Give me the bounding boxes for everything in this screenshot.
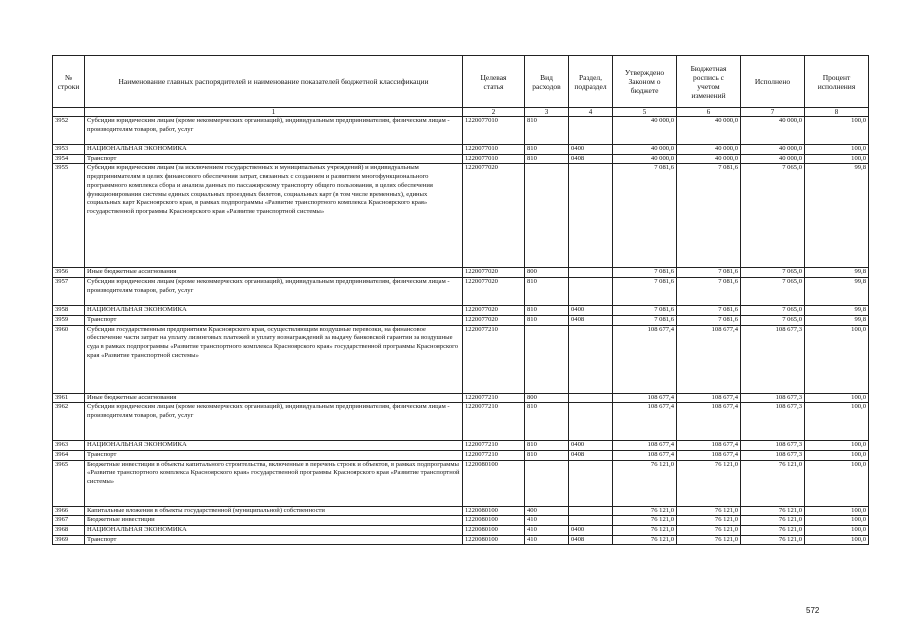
name-cell: Иные бюджетные ассигнования bbox=[85, 268, 463, 278]
name-cell: Субсидии юридическим лицам (кроме некоммерческих организаций), индивидуальным предпринимателям, физическим лицам - производителям товаров, работ, услуг bbox=[85, 403, 463, 441]
row-number-cell: 3955 bbox=[53, 164, 85, 268]
target-article-cell: 1220080100 bbox=[463, 516, 525, 526]
section-cell: 0408 bbox=[569, 535, 613, 545]
expense-type-cell: 810 bbox=[525, 154, 569, 164]
executed-cell: 76 121,0 bbox=[741, 526, 805, 536]
executed-cell: 7 065,0 bbox=[741, 278, 805, 306]
approved-cell: 76 121,0 bbox=[613, 535, 677, 545]
row-number-cell: 3960 bbox=[53, 325, 85, 393]
row-number-cell: 3953 bbox=[53, 145, 85, 155]
section-cell: 0400 bbox=[569, 145, 613, 155]
approved-cell: 7 081,6 bbox=[613, 278, 677, 306]
executed-cell: 7 065,0 bbox=[741, 306, 805, 316]
approved-cell: 7 081,6 bbox=[613, 164, 677, 268]
row-number-cell: 3967 bbox=[53, 516, 85, 526]
table-row bbox=[53, 506, 869, 516]
section-cell bbox=[569, 516, 613, 526]
budget-table bbox=[52, 55, 869, 545]
name-cell: Транспорт bbox=[85, 535, 463, 545]
approved-cell: 108 677,4 bbox=[613, 325, 677, 393]
name-cell: Транспорт bbox=[85, 154, 463, 164]
name-cell: НАЦИОНАЛЬНАЯ ЭКОНОМИКА bbox=[85, 145, 463, 155]
table-row bbox=[53, 441, 869, 451]
schedule-cell: 108 677,4 bbox=[677, 393, 741, 403]
approved-cell: 7 081,6 bbox=[613, 306, 677, 316]
approved-cell: 108 677,4 bbox=[613, 393, 677, 403]
table-row bbox=[53, 325, 869, 393]
target-article-cell: 1220077010 bbox=[463, 117, 525, 145]
percent-cell: 100,0 bbox=[805, 535, 869, 545]
column-number bbox=[53, 108, 85, 117]
target-article-cell: 1220080100 bbox=[463, 526, 525, 536]
section-cell bbox=[569, 278, 613, 306]
percent-cell: 100,0 bbox=[805, 393, 869, 403]
percent-cell: 100,0 bbox=[805, 516, 869, 526]
expense-type-cell: 810 bbox=[525, 306, 569, 316]
row-number-cell: 3964 bbox=[53, 450, 85, 460]
approved-cell: 40 000,0 bbox=[613, 154, 677, 164]
executed-cell: 108 677,3 bbox=[741, 325, 805, 393]
executed-cell: 108 677,3 bbox=[741, 441, 805, 451]
expense-type-cell: 410 bbox=[525, 535, 569, 545]
executed-cell: 76 121,0 bbox=[741, 460, 805, 506]
approved-cell: 76 121,0 bbox=[613, 506, 677, 516]
approved-cell: 108 677,4 bbox=[613, 450, 677, 460]
executed-cell: 7 065,0 bbox=[741, 315, 805, 325]
executed-cell: 7 065,0 bbox=[741, 268, 805, 278]
table-row bbox=[53, 164, 869, 268]
schedule-cell: 7 081,6 bbox=[677, 315, 741, 325]
section-cell: 0408 bbox=[569, 154, 613, 164]
approved-cell: 40 000,0 bbox=[613, 117, 677, 145]
table-row bbox=[53, 535, 869, 545]
section-cell bbox=[569, 393, 613, 403]
expense-type-cell: 410 bbox=[525, 516, 569, 526]
executed-cell: 7 065,0 bbox=[741, 164, 805, 268]
target-article-cell: 1220077010 bbox=[463, 145, 525, 155]
row-number-cell: 3958 bbox=[53, 306, 85, 316]
row-number-cell: 3965 bbox=[53, 460, 85, 506]
header-executed: Исполнено bbox=[741, 56, 805, 108]
name-cell: Капитальные вложения в объекты государственной (муниципальной) собственности bbox=[85, 506, 463, 516]
table-row bbox=[53, 526, 869, 536]
percent-cell: 100,0 bbox=[805, 506, 869, 516]
target-article-cell: 1220077010 bbox=[463, 154, 525, 164]
percent-cell: 100,0 bbox=[805, 403, 869, 441]
percent-cell: 100,0 bbox=[805, 325, 869, 393]
column-number-row bbox=[53, 108, 869, 117]
target-article-cell: 1220077210 bbox=[463, 393, 525, 403]
approved-cell: 108 677,4 bbox=[613, 441, 677, 451]
column-number: 4 bbox=[569, 108, 613, 117]
section-cell: 0408 bbox=[569, 450, 613, 460]
table-row bbox=[53, 403, 869, 441]
approved-cell: 40 000,0 bbox=[613, 145, 677, 155]
expense-type-cell: 400 bbox=[525, 506, 569, 516]
name-cell: Транспорт bbox=[85, 450, 463, 460]
header-percent: Процент исполнения bbox=[805, 56, 869, 108]
executed-cell: 40 000,0 bbox=[741, 145, 805, 155]
percent-cell: 100,0 bbox=[805, 526, 869, 536]
schedule-cell: 76 121,0 bbox=[677, 526, 741, 536]
column-number: 7 bbox=[741, 108, 805, 117]
target-article-cell: 1220077210 bbox=[463, 325, 525, 393]
expense-type-cell: 810 bbox=[525, 278, 569, 306]
target-article-cell: 1220077020 bbox=[463, 278, 525, 306]
row-number-cell: 3962 bbox=[53, 403, 85, 441]
table-row bbox=[53, 315, 869, 325]
name-cell: Субсидии юридическим лицам (кроме некоммерческих организаций), индивидуальным предпринимателям, физическим лицам - производителям товаров, работ, услуг bbox=[85, 117, 463, 145]
section-cell bbox=[569, 506, 613, 516]
schedule-cell: 108 677,4 bbox=[677, 441, 741, 451]
name-cell: Бюджетные инвестиции bbox=[85, 516, 463, 526]
section-cell bbox=[569, 268, 613, 278]
header-section: Раздел, подраздел bbox=[569, 56, 613, 108]
schedule-cell: 7 081,6 bbox=[677, 306, 741, 316]
executed-cell: 40 000,0 bbox=[741, 154, 805, 164]
approved-cell: 7 081,6 bbox=[613, 268, 677, 278]
table-row bbox=[53, 278, 869, 306]
schedule-cell: 108 677,4 bbox=[677, 403, 741, 441]
row-number-cell: 3954 bbox=[53, 154, 85, 164]
row-number-cell: 3961 bbox=[53, 393, 85, 403]
column-number: 1 bbox=[85, 108, 463, 117]
row-number-cell: 3952 bbox=[53, 117, 85, 145]
executed-cell: 40 000,0 bbox=[741, 117, 805, 145]
row-number-cell: 3957 bbox=[53, 278, 85, 306]
column-number: 8 bbox=[805, 108, 869, 117]
expense-type-cell bbox=[525, 325, 569, 393]
expense-type-cell bbox=[525, 164, 569, 268]
row-number-cell: 3963 bbox=[53, 441, 85, 451]
target-article-cell: 1220080100 bbox=[463, 535, 525, 545]
expense-type-cell: 810 bbox=[525, 315, 569, 325]
table-row bbox=[53, 306, 869, 316]
executed-cell: 108 677,3 bbox=[741, 450, 805, 460]
section-cell bbox=[569, 325, 613, 393]
name-cell: Транспорт bbox=[85, 315, 463, 325]
section-cell bbox=[569, 117, 613, 145]
percent-cell: 100,0 bbox=[805, 154, 869, 164]
expense-type-cell bbox=[525, 460, 569, 506]
executed-cell: 108 677,3 bbox=[741, 393, 805, 403]
name-cell: НАЦИОНАЛЬНАЯ ЭКОНОМИКА bbox=[85, 306, 463, 316]
section-cell: 0400 bbox=[569, 526, 613, 536]
approved-cell: 108 677,4 bbox=[613, 403, 677, 441]
name-cell: Субсидии юридическим лицам (за исключением государственных и муниципальных учреждений) и индивидуальным предпринимателям в целях финансового обеспечения затрат, связанных с созданием и развитием многофункционального программного комплекса сбора и анализа данных по пассажирскому транспорту общего пользования, в целях обеспечения функционирования системы единых социальных проездных билетов, социальных карт (в том числе временных), единых социальных карт Красноярского края, в рамках подпрограммы «Развитие транспортного комплекса Красноярского края» государственной программы Красноярского края «Развитие транспортной системы» bbox=[85, 164, 463, 268]
percent-cell: 100,0 bbox=[805, 117, 869, 145]
target-article-cell: 1220077020 bbox=[463, 268, 525, 278]
percent-cell: 99,8 bbox=[805, 278, 869, 306]
section-cell: 0400 bbox=[569, 306, 613, 316]
page-number: 572 bbox=[806, 606, 820, 615]
row-number-cell: 3968 bbox=[53, 526, 85, 536]
schedule-cell: 76 121,0 bbox=[677, 506, 741, 516]
table-row bbox=[53, 450, 869, 460]
target-article-cell: 1220077210 bbox=[463, 450, 525, 460]
header-schedule: Бюджетная роспись с учетом изменений bbox=[677, 56, 741, 108]
row-number-cell: 3969 bbox=[53, 535, 85, 545]
expense-type-cell: 410 bbox=[525, 526, 569, 536]
target-article-cell: 1220077210 bbox=[463, 403, 525, 441]
schedule-cell: 108 677,4 bbox=[677, 450, 741, 460]
header-target-article: Целевая статья bbox=[463, 56, 525, 108]
executed-cell: 76 121,0 bbox=[741, 535, 805, 545]
table-header bbox=[53, 56, 869, 117]
target-article-cell: 1220077020 bbox=[463, 315, 525, 325]
percent-cell: 99,8 bbox=[805, 164, 869, 268]
schedule-cell: 40 000,0 bbox=[677, 117, 741, 145]
table-body bbox=[53, 117, 869, 545]
executed-cell: 108 677,3 bbox=[741, 403, 805, 441]
executed-cell: 76 121,0 bbox=[741, 506, 805, 516]
schedule-cell: 76 121,0 bbox=[677, 516, 741, 526]
expense-type-cell: 810 bbox=[525, 117, 569, 145]
header-row-number: № строки bbox=[53, 56, 85, 108]
table-row bbox=[53, 516, 869, 526]
name-cell: Субсидии юридическим лицам (кроме некоммерческих организаций), индивидуальным предпринимателям, физическим лицам - производителям товаров, работ, услуг bbox=[85, 278, 463, 306]
column-number: 2 bbox=[463, 108, 525, 117]
approved-cell: 76 121,0 bbox=[613, 460, 677, 506]
target-article-cell: 1220077020 bbox=[463, 164, 525, 268]
percent-cell: 99,8 bbox=[805, 306, 869, 316]
percent-cell: 100,0 bbox=[805, 145, 869, 155]
schedule-cell: 108 677,4 bbox=[677, 325, 741, 393]
approved-cell: 7 081,6 bbox=[613, 315, 677, 325]
expense-type-cell: 810 bbox=[525, 145, 569, 155]
header-expense-type: Вид расходов bbox=[525, 56, 569, 108]
target-article-cell: 1220080100 bbox=[463, 460, 525, 506]
approved-cell: 76 121,0 bbox=[613, 516, 677, 526]
table-row bbox=[53, 154, 869, 164]
name-cell: Бюджетные инвестиции в объекты капитального строительства, включенные в перечень строек и объектов, в рамках подпрограммы «Развитие транспортного комплекса Красноярского края» государственной программы Красноярского края «Развитие транспортной системы» bbox=[85, 460, 463, 506]
name-cell: НАЦИОНАЛЬНАЯ ЭКОНОМИКА bbox=[85, 441, 463, 451]
header-name: Наименование главных распорядителей и наименование показателей бюджетной классификации bbox=[85, 56, 463, 108]
column-number: 5 bbox=[613, 108, 677, 117]
expense-type-cell: 800 bbox=[525, 268, 569, 278]
table-row bbox=[53, 117, 869, 145]
expense-type-cell: 800 bbox=[525, 393, 569, 403]
row-number-cell: 3966 bbox=[53, 506, 85, 516]
expense-type-cell: 810 bbox=[525, 403, 569, 441]
schedule-cell: 7 081,6 bbox=[677, 164, 741, 268]
schedule-cell: 76 121,0 bbox=[677, 460, 741, 506]
column-number: 6 bbox=[677, 108, 741, 117]
section-cell: 0400 bbox=[569, 441, 613, 451]
schedule-cell: 7 081,6 bbox=[677, 278, 741, 306]
section-cell bbox=[569, 403, 613, 441]
approved-cell: 76 121,0 bbox=[613, 526, 677, 536]
percent-cell: 99,8 bbox=[805, 315, 869, 325]
column-number: 3 bbox=[525, 108, 569, 117]
percent-cell: 99,8 bbox=[805, 268, 869, 278]
name-cell: НАЦИОНАЛЬНАЯ ЭКОНОМИКА bbox=[85, 526, 463, 536]
percent-cell: 100,0 bbox=[805, 450, 869, 460]
section-cell bbox=[569, 460, 613, 506]
table-row bbox=[53, 393, 869, 403]
executed-cell: 76 121,0 bbox=[741, 516, 805, 526]
schedule-cell: 7 081,6 bbox=[677, 268, 741, 278]
target-article-cell: 1220077020 bbox=[463, 306, 525, 316]
target-article-cell: 1220077210 bbox=[463, 441, 525, 451]
header-approved: Утверждено Законом о бюджете bbox=[613, 56, 677, 108]
expense-type-cell: 810 bbox=[525, 441, 569, 451]
section-cell bbox=[569, 164, 613, 268]
table-row bbox=[53, 145, 869, 155]
row-number-cell: 3959 bbox=[53, 315, 85, 325]
percent-cell: 100,0 bbox=[805, 441, 869, 451]
table-row bbox=[53, 268, 869, 278]
name-cell: Иные бюджетные ассигнования bbox=[85, 393, 463, 403]
table-row bbox=[53, 460, 869, 506]
expense-type-cell: 810 bbox=[525, 450, 569, 460]
schedule-cell: 40 000,0 bbox=[677, 145, 741, 155]
schedule-cell: 76 121,0 bbox=[677, 535, 741, 545]
name-cell: Субсидии государственным предприятиям Красноярского края, осуществляющим воздушные перевозки, на финансовое обеспечение части затрат на уплату лизинговых платежей и уплату вознаграждений за выдачу банковской гарантии за воздушные суда в рамках подпрограммы «Развитие транспортного комплекса Красноярского края» государственной программы Красноярского края «Развитие транспортной системы» bbox=[85, 325, 463, 393]
schedule-cell: 40 000,0 bbox=[677, 154, 741, 164]
target-article-cell: 1220080100 bbox=[463, 506, 525, 516]
percent-cell: 100,0 bbox=[805, 460, 869, 506]
section-cell: 0408 bbox=[569, 315, 613, 325]
row-number-cell: 3956 bbox=[53, 268, 85, 278]
